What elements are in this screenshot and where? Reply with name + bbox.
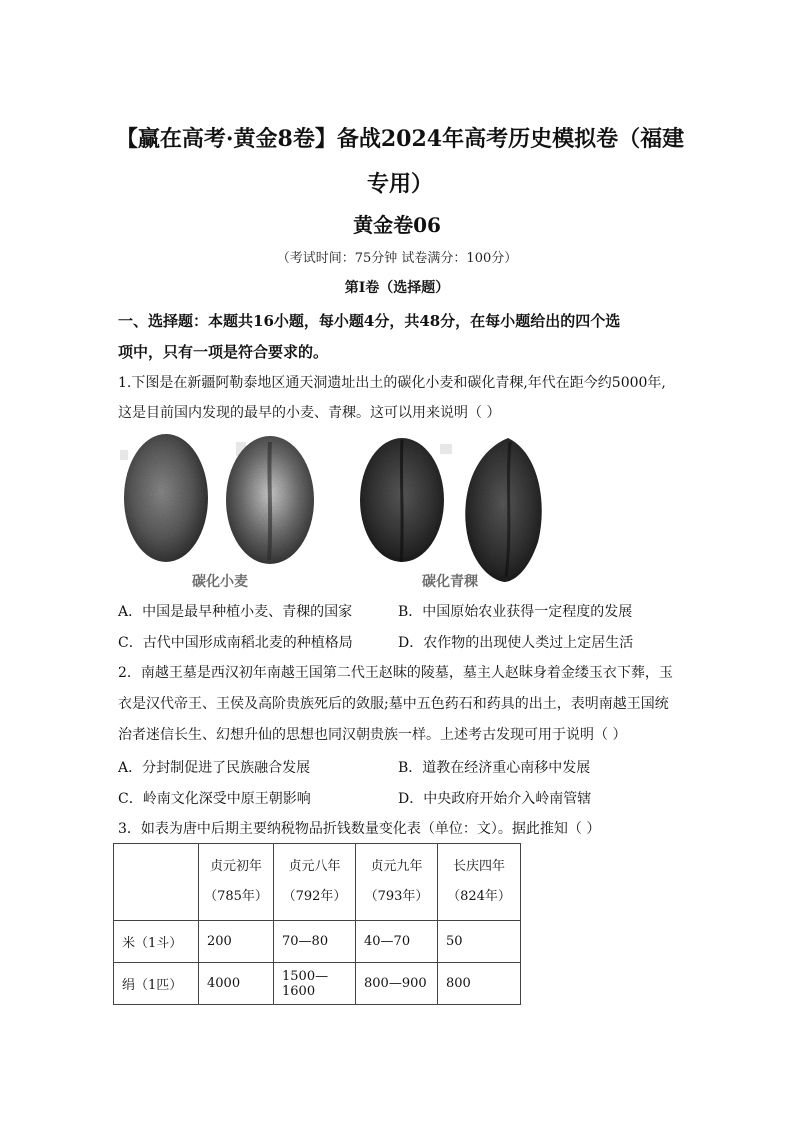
q2-stem-continued-2: 治者迷信长生、幻想升仙的思想也同汉朝贵族一样。上述考古发现可用于说明（ ） <box>118 727 627 743</box>
table-row <box>114 963 521 1005</box>
q2-stem: 2．南越王墓是西汉初年南越王国第二代王赵眜的陵墓，墓主人赵眜身着金缕玉衣下葬，玉 <box>118 665 673 681</box>
table-header-row <box>114 844 521 921</box>
q1-option-d: D．农作物的出现使人类过上定居生活 <box>398 635 634 651</box>
q1-option-a: A．中国是最早种植小麦、青稞的国家 <box>118 604 353 620</box>
exam-time-note: （考试时间：75分钟 试卷满分：100分） <box>276 251 518 266</box>
section-instructions-continued: 项中，只有一项是符合要求的。 <box>118 343 329 361</box>
q2-option-c: C．岭南文化深受中原王朝影响 <box>118 791 311 807</box>
tax-price-table <box>113 843 521 1005</box>
document-title-continued: 专用） <box>366 171 433 197</box>
table-cell: 4000 <box>199 963 274 1005</box>
table-header-cell: 贞元初年 （785年） <box>199 844 274 921</box>
q1-option-c: C．古代中国形成南稻北麦的种植格局 <box>118 635 353 651</box>
wheat-caption: 碳化小麦 <box>192 574 248 590</box>
table-row-label: 绢（1匹） <box>114 963 199 1005</box>
table-cell: 70—80 <box>274 921 356 963</box>
q3-stem: 3．如表为唐中后期主要纳税物品折钱数量变化表（单位：文）。据此推知（ ） <box>118 821 601 837</box>
q2-stem-continued: 衣是汉代帝王、王侯及高阶贵族死后的敛服;墓中五色药石和药具的出土，表明南越王国统 <box>118 696 669 712</box>
table-header-cell: 贞元八年 （792年） <box>274 844 356 921</box>
table-cell: 800 <box>438 963 521 1005</box>
q1-option-b: B．中国原始农业获得一定程度的发展 <box>398 604 633 620</box>
document-title: 【赢在高考·黄金8卷】备战2024年高考历史模拟卷（福建 <box>115 126 685 152</box>
table-corner-cell <box>114 844 199 921</box>
table-cell: 200 <box>199 921 274 963</box>
table-cell: 50 <box>438 921 521 963</box>
table-cell: 40—70 <box>356 921 438 963</box>
volume-label: 第I卷（选择题） <box>344 280 450 296</box>
table-cell: 1500—1600 <box>274 963 356 1005</box>
wheat-grain-left-icon <box>124 434 208 562</box>
table-cell: 800—900 <box>356 963 438 1005</box>
q2-option-a: A．分封制促进了民族融合发展 <box>118 760 311 776</box>
table-row <box>114 921 521 963</box>
paper-subtitle: 黄金卷06 <box>353 213 441 237</box>
q1-stem: 1.下图是在新疆阿勒泰地区通天洞遗址出土的碳化小麦和碳化青稞,年代在距今约5000年, <box>118 375 666 391</box>
table-header-cell: 长庆四年 （824年） <box>438 844 521 921</box>
section-instructions: 一、选择题：本题共16小题，每小题4分，共48分，在每小题给出的四个选 <box>118 312 621 330</box>
barley-caption: 碳化青稞 <box>422 574 478 590</box>
q1-stem-continued: 这是目前国内发现的最早的小麦、青稞。这可以用来说明（ ） <box>118 405 501 421</box>
table-row-label: 米（1斗） <box>114 921 199 963</box>
table-header-cell: 贞元九年 （793年） <box>356 844 438 921</box>
q2-option-d: D．中央政府开始介入岭南管辖 <box>398 791 592 807</box>
carbonized-grain-photo <box>118 432 558 592</box>
q2-option-b: B．道教在经济重心南移中发展 <box>398 760 591 776</box>
